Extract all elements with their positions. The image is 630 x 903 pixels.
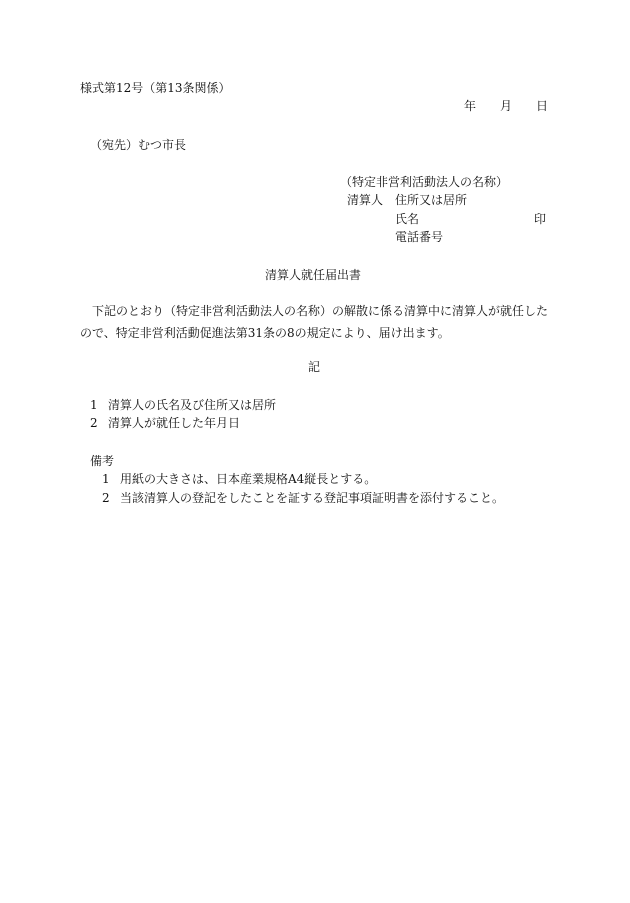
item-number: 2 — [90, 416, 98, 430]
body-paragraph: 下記のとおり（特定非営利活動法人の名称）の解散に係る清算中に清算人が就任したので、特定非営利活動促進法第31条の8の規定により、届け出ます。 — [80, 304, 549, 340]
ki-heading: 記 — [308, 360, 321, 374]
addressee: （宛先）むつ市長 — [90, 138, 187, 152]
address-label: 住所又は居所 — [395, 193, 468, 207]
item-text: 清算人の氏名及び住所又は居所 — [108, 398, 277, 412]
item-text: 清算人が就任した年月日 — [108, 416, 241, 430]
phone-label: 電話番号 — [395, 230, 444, 244]
date-month: 月 — [500, 99, 513, 113]
document-title: 清算人就任届出書 — [265, 268, 362, 282]
seal-mark: 印 — [534, 212, 547, 226]
name-label: 氏名 — [395, 212, 420, 226]
date-year: 年 — [464, 99, 477, 113]
item-number: 1 — [90, 398, 98, 412]
note-number: 1 — [102, 472, 110, 486]
liquidator-label: 清算人 — [347, 193, 384, 207]
form-number: 様式第12号（第13条関係） — [80, 81, 231, 95]
note-number: 2 — [102, 491, 110, 505]
note-text: 用紙の大きさは、日本産業規格A4縦長とする。 — [120, 472, 377, 486]
notes-heading: 備考 — [90, 454, 115, 468]
organization-name-label: （特定非営利活動法人の名称） — [340, 175, 509, 189]
date-day: 日 — [536, 99, 549, 113]
note-text: 当該清算人の登記をしたことを証する登記事項証明書を添付すること。 — [120, 491, 505, 505]
